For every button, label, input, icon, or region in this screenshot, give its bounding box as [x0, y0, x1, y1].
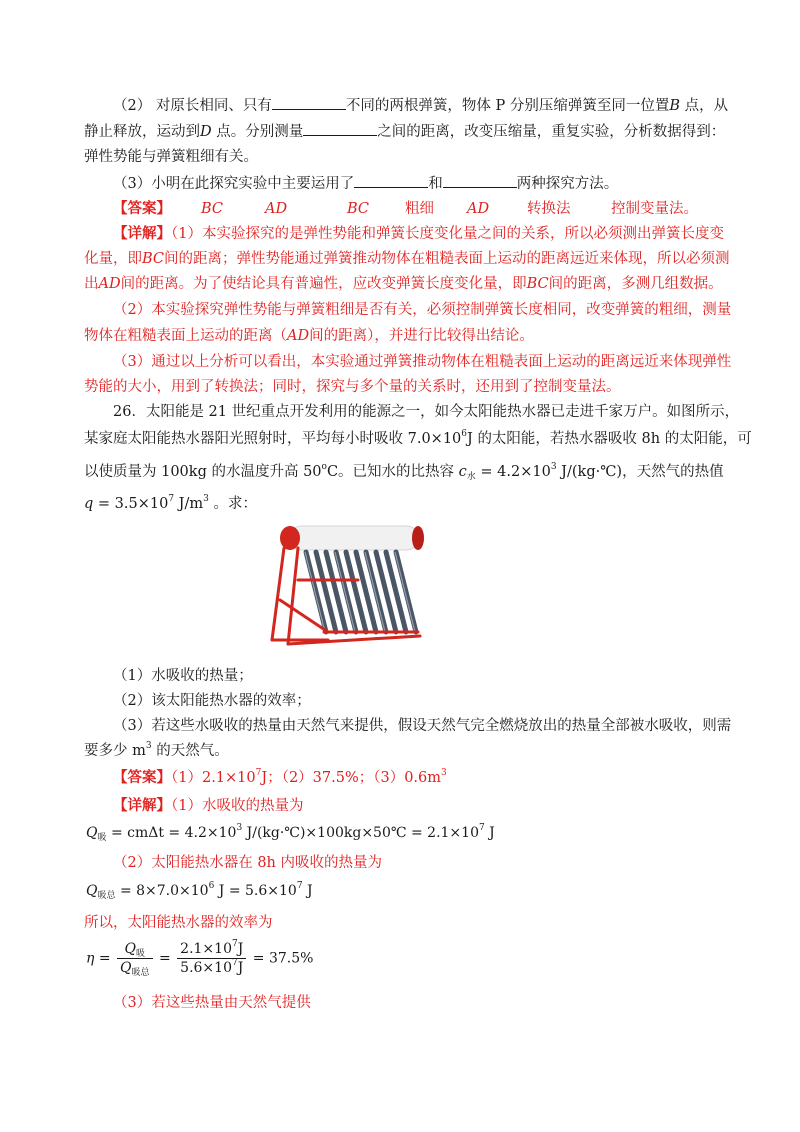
blank-2	[303, 120, 377, 136]
q25-detail1-line3: 出AD间的距离。为了使结论具有普遍性，应改变弹簧长度变化量，即BC间的距离，多测几组数据。	[84, 276, 723, 292]
q26-detail1: 【详解】（1）水吸收的热量为	[113, 797, 304, 814]
q25-part3: （3）小明在此探究实验中主要运用了 和 两种探究方法。	[113, 172, 618, 195]
q26-detail3: 所以，太阳能热水器的效率为	[84, 915, 273, 931]
q25-detail1-line1: 【详解】（1）本实验探究的是弹性势能和弹簧长度变化量之间的关系，所以必须测出弹簧长度变	[113, 225, 724, 242]
q25-detail3-line1: （3）通过以上分析可以看出，本实验通过弹簧推动物体在粗糙表面上运动的距离远近来体现弹性	[113, 354, 732, 370]
q26-equation2: $Q_{吸总} = 8\times 7.0\times 10^6$ $J = 5.6\times 10^7$ J	[86, 881, 313, 901]
q25-detail3-line2: 势能的大小，用到了转换法；同时，探究与多个量的关系时，还用到了控制变量法。	[84, 379, 621, 395]
solar-water-heater-image	[268, 520, 428, 648]
q25-detail2-line2: 物体在粗糙表面上运动的距离（AD间的距离），并进行比较得出结论。	[84, 328, 534, 344]
q25-part2-line2: 静止释放，运动到D 点。分别测量 之间的距离，改变压缩量，重复实验，分析数据得到：	[84, 120, 725, 143]
blank-1	[272, 94, 346, 110]
q26-stem-line1: 26．太阳能是 21 世纪重点开发利用的能源之一，如今太阳能热水器已走进千家万户。如图所示，	[113, 404, 740, 420]
q26-stem-line3: 以使质量为 100kg 的水温度升高 50$^o$C。已知水的比热容 $c_水 = 4.2\times 10^3$ J/(kg·℃)，天然气的热值	[84, 462, 724, 482]
q26-stem-line2: 某家庭太阳能热水器阳光照射时，平均每小时吸收 $7.0\times 10^6J$ 的太阳能，若热水器吸收 8h 的太阳能，可	[84, 429, 752, 447]
q26-equation1: $Q_吸 = cm\Delta t = 4.2\times 10^3$ J/(kg·℃)×100kg×50℃ = $2.1\times 10^7$ J	[86, 823, 495, 843]
q25-detail2-line1: （2）本实验探究弹性势能与弹簧粗细是否有关，必须控制弹簧长度相同，改变弹簧的粗细，测量	[113, 302, 732, 318]
q26-equation3: η = $\frac{Q_吸}{Q_{吸总}}$ = $\frac{2.1\times 10^7J}{5.6\times 10^7J}$ = 37.5%	[86, 939, 314, 978]
q26-ask2: （2）该太阳能热水器的效率；	[113, 693, 311, 709]
q26-answer: 【答案】$(1)2.1\times 10^7J$；（2）37.5%；$(3)0.6m^3$	[113, 768, 447, 786]
q25-answer: 【答案】 BC AD BC 粗细 AD 转换法 控制变量法。	[113, 200, 698, 217]
q25-part2-line1: （2） 对原长相同、只有 不同的两根弹簧，物体 P 分别压缩弹簧至同一位置B 点，从	[113, 94, 728, 117]
blank-4	[443, 172, 517, 188]
efficiency-fraction-numeric: $\frac{2.1\times 10^7J}{5.6\times 10^7J}$	[177, 940, 246, 977]
q26-detail2: （2）太阳能热水器在 8h 内吸收的热量为	[113, 855, 383, 871]
q26-ask3-line2: 要多少 $m^3$ 的天然气。	[84, 741, 229, 759]
q26-stem-line4: $q = 3.5\times 10^7$ $J/m^3$ 。求：	[84, 494, 257, 512]
q25-detail1-line2: 化量，即BC间的距离；弹性势能通过弹簧推动物体在粗糙表面上运动的距离远近来体现，所以必须测	[84, 251, 730, 267]
q26-detail4: （3）若这些热量由天然气提供	[113, 995, 311, 1011]
q26-ask3-line1: （3）若这些水吸收的热量由天然气来提供，假设天然气完全燃烧放出的热量全部被水吸收，则需	[113, 718, 732, 734]
q25-part2-line3: 弹性势能与弹簧粗细有关。	[84, 149, 258, 165]
q26-ask1: （1）水吸收的热量；	[113, 668, 253, 684]
blank-3	[354, 172, 428, 188]
efficiency-fraction-symbolic: $\frac{Q_吸}{Q_{吸总}}$	[117, 940, 153, 977]
